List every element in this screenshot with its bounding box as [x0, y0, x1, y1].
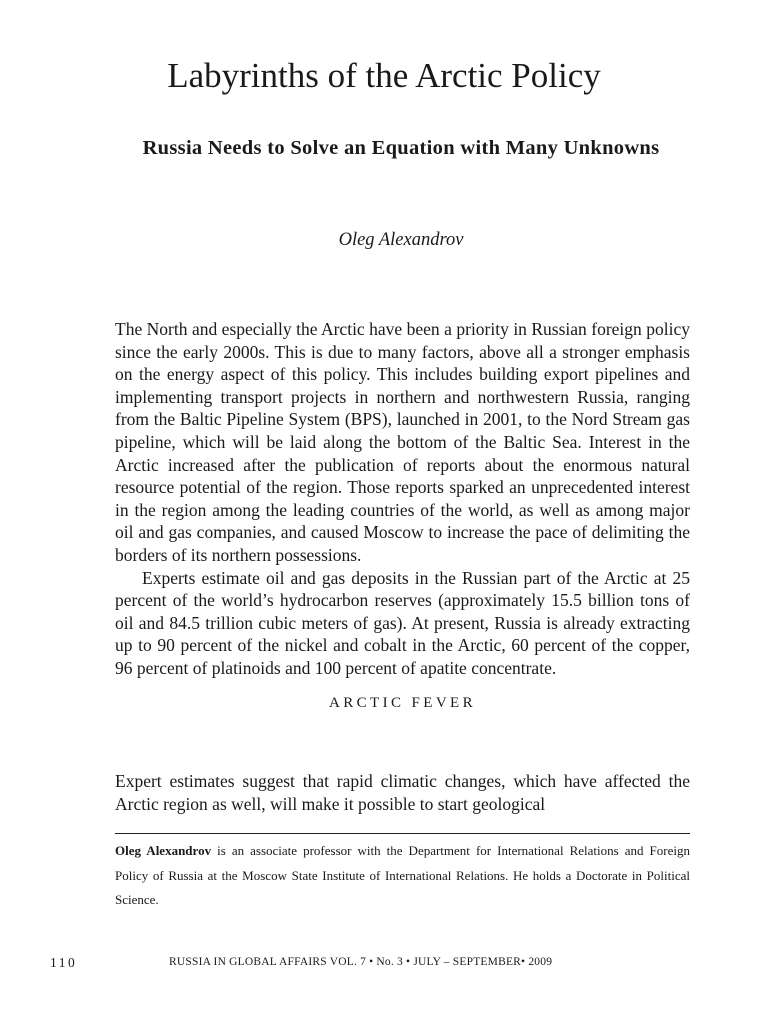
article-title: Labyrinths of the Arctic Policy	[167, 56, 601, 95]
body-paragraph: The North and especially the Arctic have been a priority in Russian foreign policy since the early 2000s. This is due to many factors, above all a stronger emphasis on the energy aspect of this policy. This includes building export pipelines and implementing transport projects in northern and northwestern Russia, ranging from the Baltic Pipeline System (BPS), launched in 2001, to the Nord Stream gas pipeline, which will be laid along the bottom of the Baltic Sea. Interest in the Arctic increased after the publication of reports about the enormous natural resource potential of the region. Those reports sparked an unprecedented interest in the region among the leading countries of the world, as well as among major oil and gas companies, and caused Moscow to increase the pace of delimiting the borders of its northern possessions.	[115, 319, 690, 565]
article-body	[115, 318, 690, 714]
section-paragraph: Expert estimates suggest that rapid climatic changes, which have affected the Arctic region as well, will make it possible to start geological	[115, 771, 690, 814]
article-subtitle: Russia Needs to Solve an Equation with Many Unknowns	[142, 137, 660, 159]
footnote-text: is an associate professor with the Department for International Relations and Foreign Policy of Russia at the Moscow State Institute of International Relations. He holds a Doctorate in Political Science.	[115, 843, 690, 907]
author-footnote	[115, 839, 690, 913]
footnote-divider	[115, 833, 690, 834]
article-author: Oleg Alexandrov	[338, 230, 464, 250]
running-footer: RUSSIA IN GLOBAL AFFAIRS VOL. 7 • No. 3 • JULY – SEPTEMBER• 2009	[169, 956, 553, 968]
footnote-author-name: Oleg Alexandrov	[115, 843, 212, 858]
body-paragraph: Experts estimate oil and gas deposits in the Russian part of the Arctic at 25 percent of the world’s hydrocarbon reserves (approximately 15.5 billion tons of oil and 84.5 trillion cubic meters of gas). At present, Russia is already extracting up to 90 percent of the nickel and cobalt in the Arctic, 60 percent of the copper, 96 percent of platinoids and 100 percent of apatite concentrate.	[115, 567, 690, 678]
section-heading: ARCTIC FEVER	[328, 694, 477, 711]
page-number: 110	[50, 955, 78, 970]
